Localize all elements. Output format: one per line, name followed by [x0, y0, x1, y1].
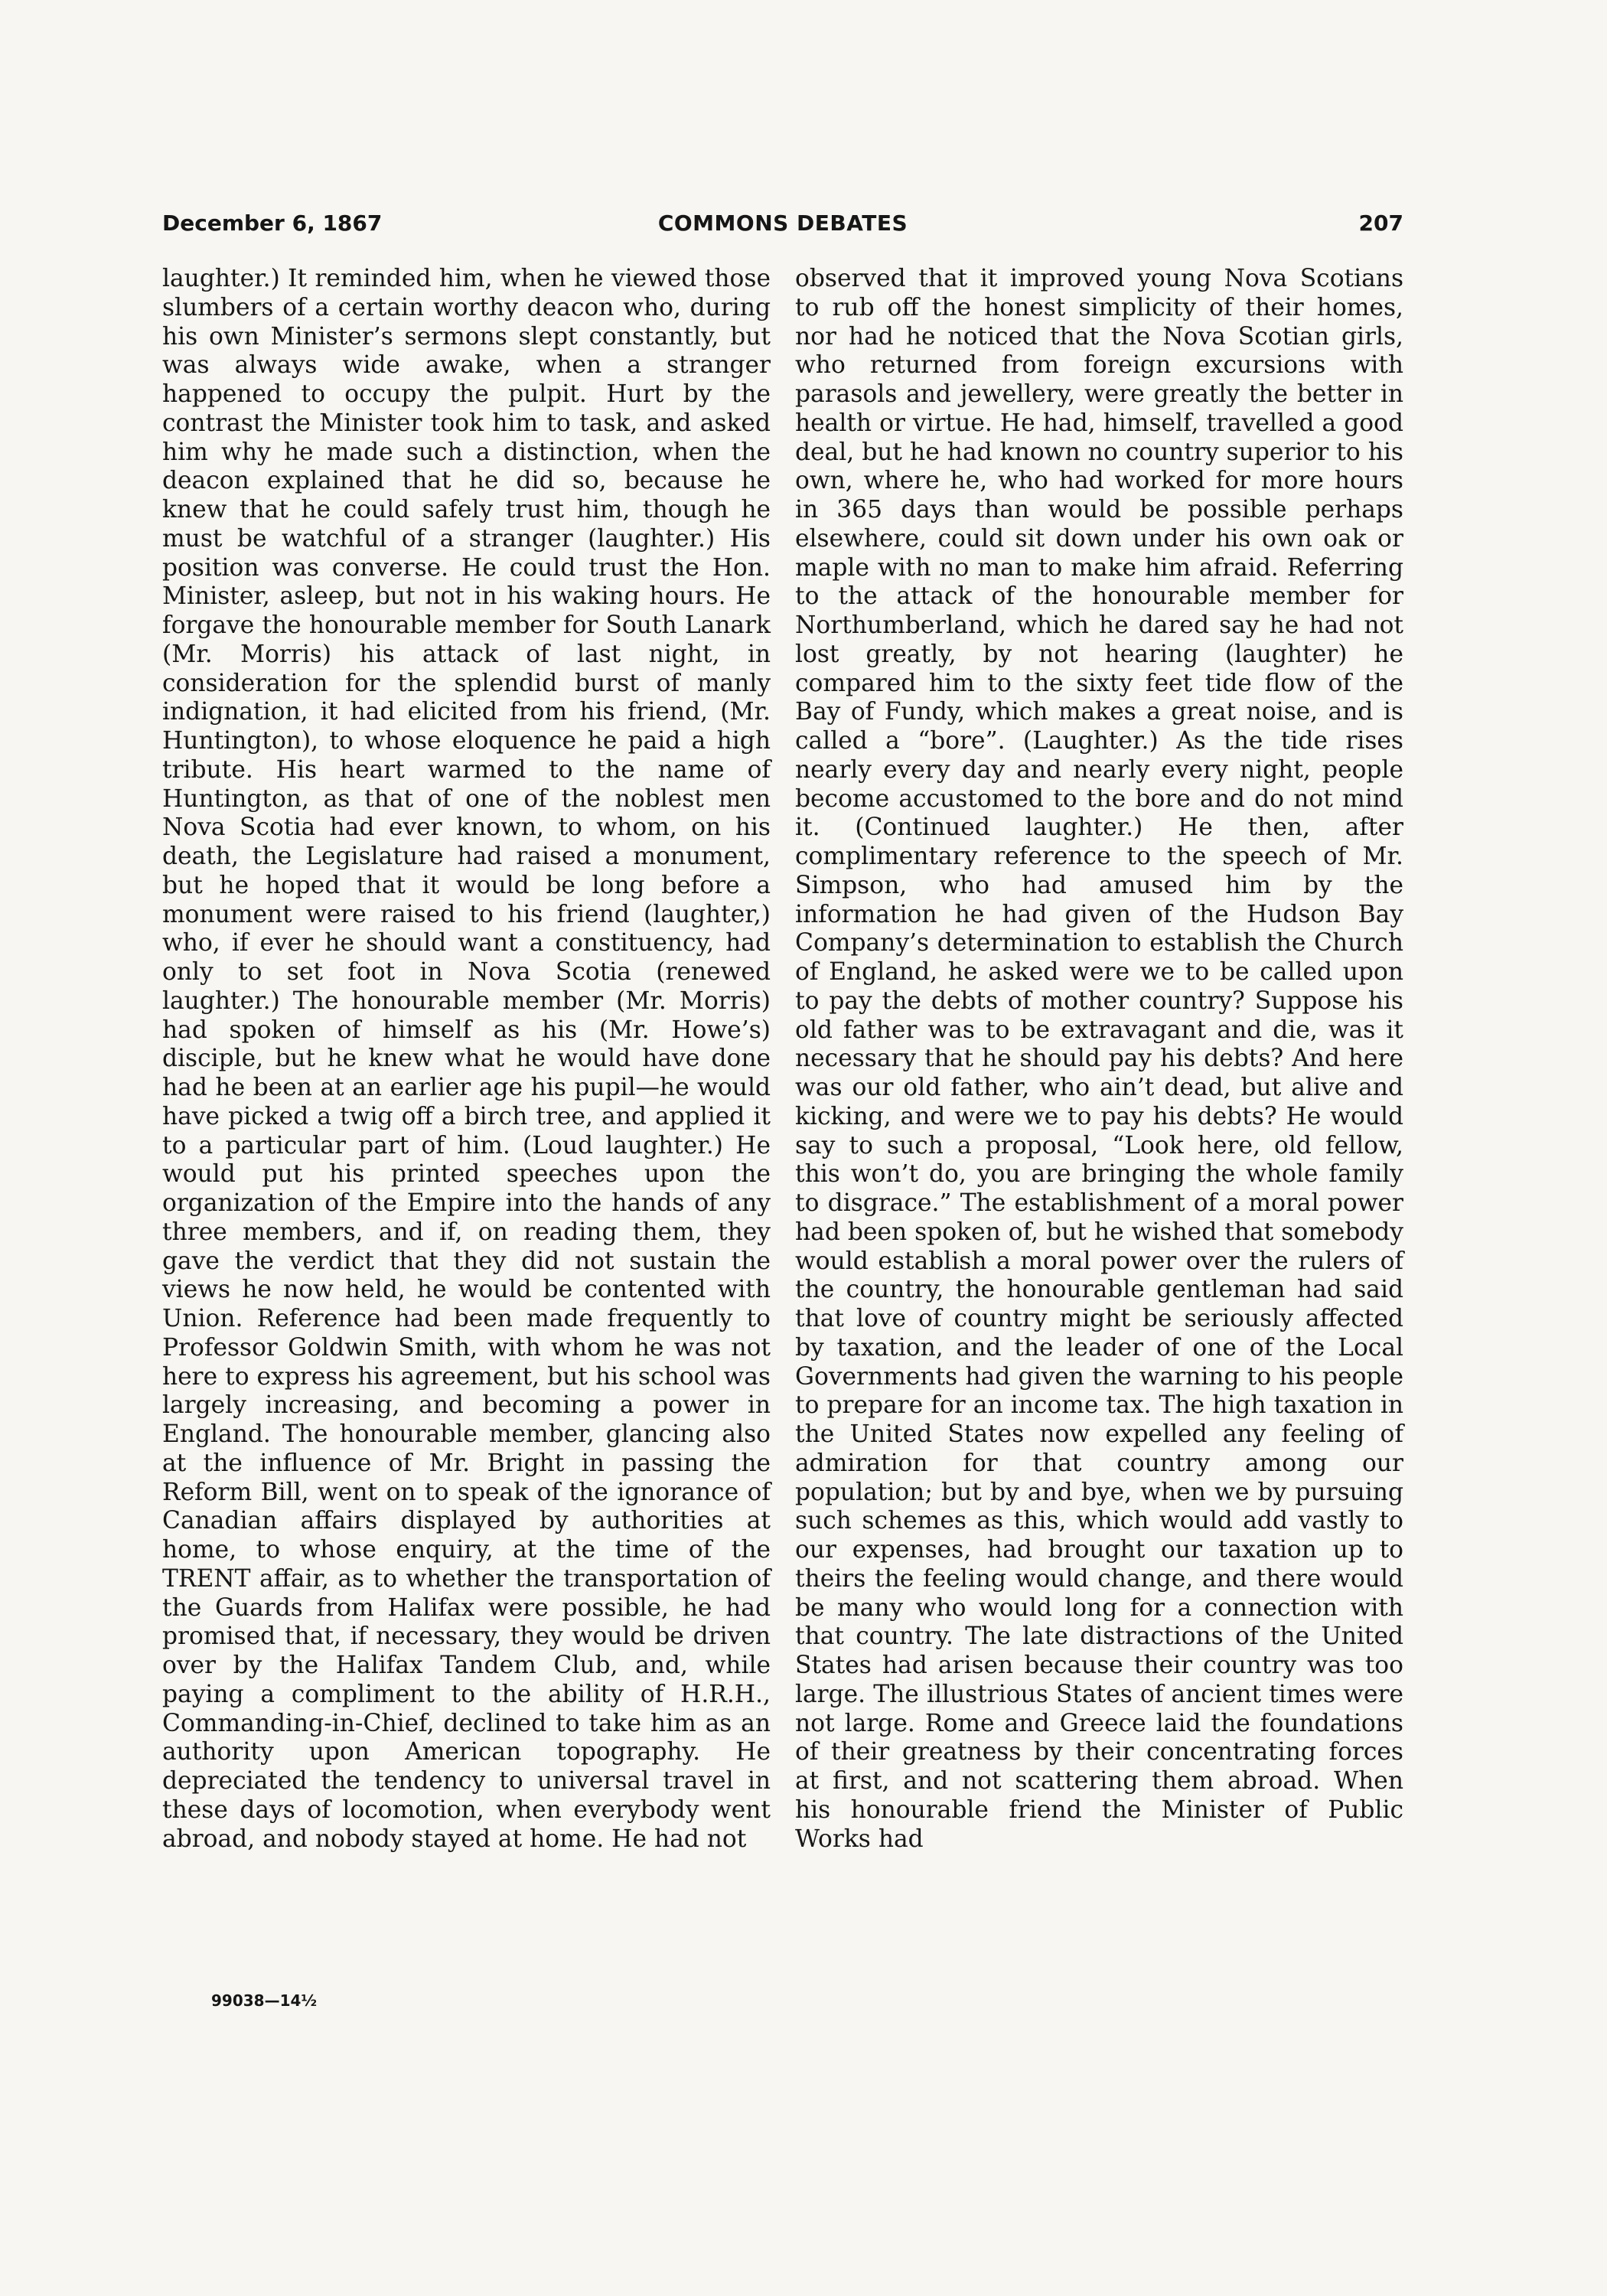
right-column: [795, 265, 1403, 1854]
page-header: [162, 208, 1403, 239]
right-column-text: observed that it improved young Nova Scotians to rub off the honest simplicity of their homes, nor had he noticed that the Nova Scotian girls, who returned from foreign excursions with parasols and jewellery, were greatly the better in health or virtue. He had, himself, travelled a good deal, but he had known no country superior to his own, where he, who had worked for more hours in 365 days than would be possible perhaps elsewhere, could sit down under his own oak or maple with no man to make him afraid. Referring to the attack of the honourable member for Northumberland, which he dared say he had not lost greatly, by not hearing (laughter) he compared him to the sixty feet tide flow of the Bay of Fundy, which makes a great noise, and is called a “bore”. (Laughter.) As the tide rises nearly every day and nearly every night, people become accustomed to the bore and do not mind it. (Continued laughter.) He then, after complimentary reference to the speech of Mr. Simpson, who had amused him by the information he had given of the Hudson Bay Company’s determination to establish the Church of England, he asked were we to be called upon to pay the debts of mother country? Suppose his old father was to be extravagant and die, was it necessary that he should pay his debts? And here was our old father, who ain’t dead, but alive and kicking, and were we to pay his debts? He would say to such a proposal, “Look here, old fellow, this won’t do, you are bringing the whole family to disgrace.” The establishment of a moral power had been spoken of, but he wished that somebody would establish a moral power over the rulers of the country, the honourable gentleman had said that love of country might be seriously affected by taxation, and the leader of one of the Local Governments had given the warning to his people to prepare for an income tax. The high taxation in the United States now expelled any feeling of admiration for that country among our population; but by and bye, when we by pursuing such schemes as this, which would add vastly to our expenses, had brought our taxation up to theirs the feeling would change, and there would be many who would long for a connection with that country. The late distractions of the United States had arisen because their country was too large. The illustrious States of ancient times were not large. Rome and Greece laid the foundations of their greatness by their concentrating forces at first, and not scattering them abroad. When his honourable friend the Minister of Public Works had: [795, 265, 1403, 1853]
left-column-text: laughter.) It reminded him, when he viewed those slumbers of a certain worthy deacon who, during his own Minister’s sermons slept constantly, but was always wide awake, when a stranger happened to occupy the pulpit. Hurt by the contrast the Minister took him to task, and asked him why he made such a distinction, when the deacon explained that he did so, because he knew that he could safely trust him, though he must be watchful of a stranger (laughter.) His position was converse. He could trust the Hon. Minister, asleep, but not in his waking hours. He forgave the honourable member for South Lanark (Mr. Morris) his attack of last night, in consideration for the splendid burst of manly indignation, it had elicited from his friend, (Mr. Huntington), to whose eloquence he paid a high tribute. His heart warmed to the name of Huntington, as that of one of the noblest men Nova Scotia had ever known, to whom, on his death, the Legislature had raised a monument, but he hoped that it would be long before a monument were raised to his friend (laughter,) who, if ever he should want a constituency, had only to set foot in Nova Scotia (renewed laughter.) The honourable member (Mr. Morris) had spoken of himself as his (Mr. Howe’s) disciple, but he knew what he would have done had he been at an earlier age his pupil—he would have picked a twig off a birch tree, and applied it to a particular part of him. (Loud laughter.) He would put his printed speeches upon the organization of the Empire into the hands of any three members, and if, on reading them, they gave the verdict that they did not sustain the views he now held, he would be contented with Union. Reference had been made frequently to Professor Goldwin Smith, with whom he was not here to express his agreement, but his school was largely increasing, and becoming a power in England. The honourable member, glancing also at the influence of Mr. Bright in passing the Reform Bill, went on to speak of the ignorance of Canadian affairs displayed by authorities at home, to whose enquiry, at the time of the TRENT affair, as to whether the transportation of the Guards from Halifax were possible, he had promised that, if necessary, they would be driven over by the Halifax Tandem Club, and, while paying a compliment to the ability of H.R.H., Commanding-in-Chief, declined to take him as an authority upon American topography. He depreciated the tendency to universal travel in these days of locomotion, when everybody went abroad, and nobody stayed at home. He had not: [162, 265, 771, 1853]
printer-signature: 99038—14½: [211, 1991, 318, 2010]
header-title: COMMONS DEBATES: [657, 210, 908, 236]
page-number: 207: [1358, 210, 1403, 236]
left-column: [162, 265, 771, 1854]
header-date: December 6, 1867: [162, 210, 383, 236]
